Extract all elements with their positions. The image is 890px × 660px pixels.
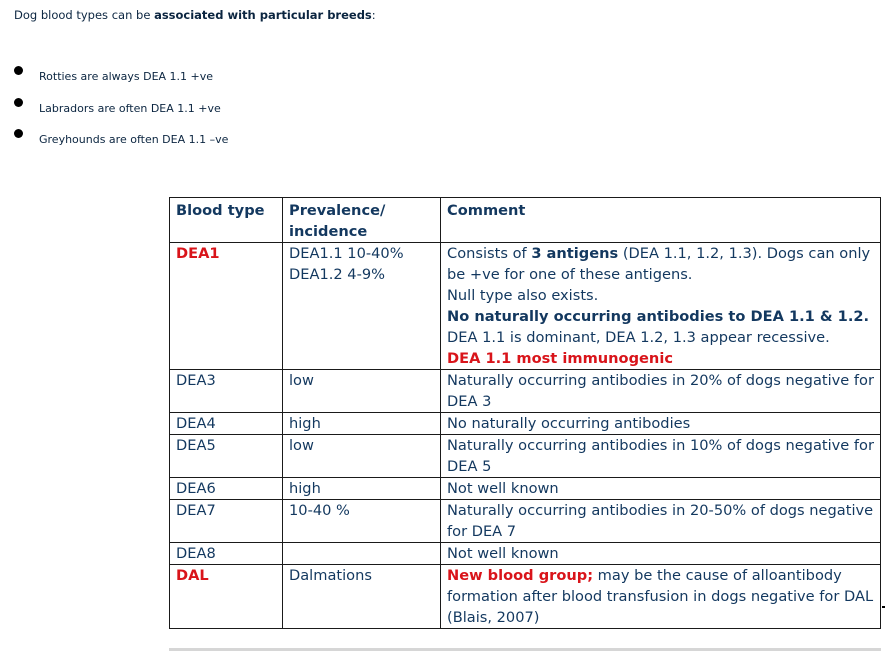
intro-prefix: Dog blood types can be <box>14 8 155 22</box>
prevalence-cell: low <box>283 370 441 413</box>
table-row <box>170 543 881 565</box>
blood-type-cell: DEA5 <box>170 435 283 478</box>
blood-type-cell: DEA6 <box>170 478 283 500</box>
blood-type-cell: DEA8 <box>170 543 283 565</box>
comment-cell: Naturally occurring antibodies in 10% of dogs negative for DEA 5 <box>441 435 881 478</box>
header-comment: Comment <box>441 198 881 243</box>
table-row <box>170 243 881 370</box>
intro-suffix: : <box>371 8 376 22</box>
table-row <box>170 370 881 413</box>
comment-cell: No naturally occurring antibodies <box>441 413 881 435</box>
comment-cell: Naturally occurring antibodies in 20% of dogs negative for DEA 3 <box>441 370 881 413</box>
prevalence-cell <box>283 543 441 565</box>
prevalence-cell: Dalmations <box>283 565 441 629</box>
header-blood-type: Blood type <box>170 198 283 243</box>
prevalence-cell: high <box>283 413 441 435</box>
table-header-row <box>170 198 881 243</box>
edge-mark <box>882 606 885 608</box>
header-prevalence: Prevalence/ incidence <box>283 198 441 243</box>
bullet-icon <box>14 129 23 138</box>
comment-cell: Not well known <box>441 478 881 500</box>
intro-bold: associated with particular breeds <box>154 8 372 22</box>
comment-cell: New blood group; may be the cause of alloantibody formation after blood transfusion in dogs negative for DAL (Blais, 2007) <box>441 565 881 629</box>
prevalence-cell: high <box>283 478 441 500</box>
blood-type-cell: DEA3 <box>170 370 283 413</box>
blood-type-cell: DEA4 <box>170 413 283 435</box>
blood-type-cell: DEA1 <box>170 243 283 370</box>
prevalence-cell: 10-40 % <box>283 500 441 543</box>
table-row <box>170 478 881 500</box>
blood-type-table <box>169 197 881 629</box>
table-row <box>170 500 881 543</box>
bullet-icon <box>14 66 23 75</box>
table-shadow <box>169 648 881 651</box>
bullet-icon <box>14 98 23 107</box>
blood-type-cell: DAL <box>170 565 283 629</box>
intro-sentence <box>14 8 376 22</box>
table-row <box>170 413 881 435</box>
prevalence-cell: DEA1.1 10-40% DEA1.2 4-9% <box>283 243 441 370</box>
table-row <box>170 565 881 629</box>
prevalence-cell: low <box>283 435 441 478</box>
table-row <box>170 435 881 478</box>
comment-cell: Consists of 3 antigens (DEA 1.1, 1.2, 1.3). Dogs can only be +ve for one of these antigens. Null type also exists. No naturally occurring antibodies to DEA 1.1 & 1.2. DEA 1.1 is dominant, DEA 1.2, 1.3 appear recessive. DEA 1.1 most immunogenic <box>441 243 881 370</box>
blood-type-cell: DEA7 <box>170 500 283 543</box>
comment-cell: Naturally occurring antibodies in 20-50% of dogs negative for DEA 7 <box>441 500 881 543</box>
comment-cell: Not well known <box>441 543 881 565</box>
